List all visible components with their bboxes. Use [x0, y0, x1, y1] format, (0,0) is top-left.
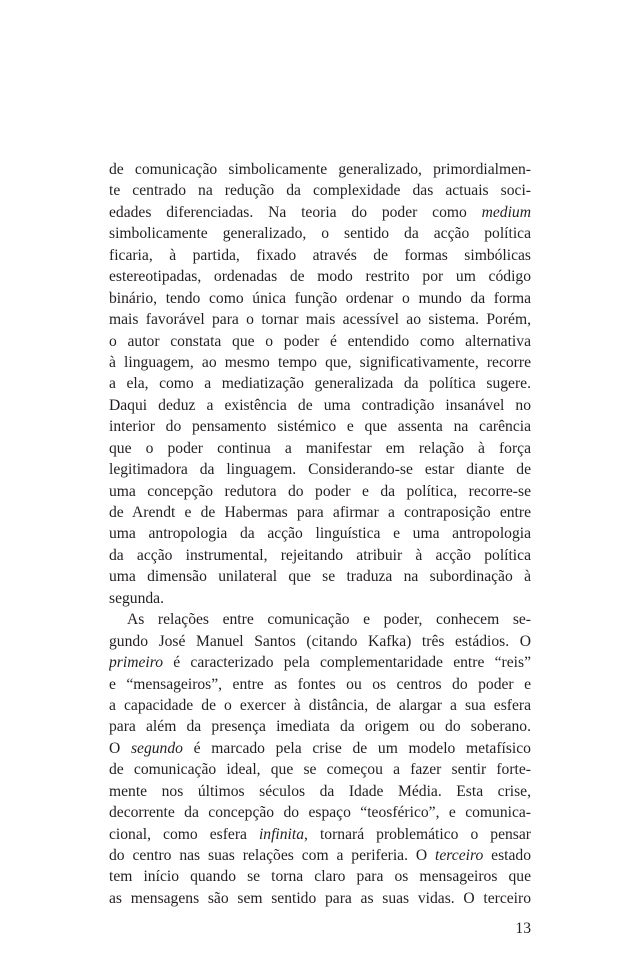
text-line: a capacidade de o exercer à distância, de alargar a sua esfera: [109, 696, 531, 714]
text-line: o autor constata que o poder é entendido como alternativa: [109, 332, 531, 350]
text-line: uma concepção redutora do poder e da política, recorre-se: [109, 482, 531, 500]
text-line: te centrado na redução da complexidade das actuais soci-: [109, 182, 531, 200]
text-line: mente nos últimos séculos da Idade Média. Esta crise,: [109, 782, 531, 800]
text-line: segunda.: [109, 589, 164, 607]
text-line: de comunicação ideal, que se começou a fazer sentir forte-: [109, 761, 531, 779]
text-line: Daqui deduz a existência de uma contradição insanável no: [109, 396, 531, 414]
text-line: decorrente da concepção do espaço “teosférico”, e comunica-: [109, 804, 531, 822]
text-line: uma dimensão unilateral que se traduza na subordinação à: [109, 568, 531, 586]
text-line: As relações entre comunicação e poder, conhecem se-: [127, 611, 531, 629]
text-line: de Arendt e de Habermas para afirmar a contraposição entre: [109, 504, 531, 521]
text-line: que o poder continua a manifestar em relação à força: [109, 439, 531, 457]
text-line: interior do pensamento sistémico e que assenta na carência: [109, 418, 531, 436]
text-line: simbolicamente generalizado, o sentido da acção política: [109, 225, 531, 243]
text-line: e “mensageiros”, entre as fontes ou os centros do poder e: [109, 675, 531, 693]
text-line: à linguagem, ao mesmo tempo que, significativamente, recorre: [109, 353, 531, 371]
text-line: a ela, como a mediatização generalizada da política sugere.: [109, 375, 531, 393]
text-line: estereotipadas, ordenadas de modo restrito por um código: [109, 268, 531, 286]
text-line: da acção instrumental, rejeitando atribuir à acção política: [109, 546, 531, 564]
text-line: primeiro é caracterizado pela complementaridade entre “reis”: [109, 654, 531, 672]
text-line: ficaria, à partida, fixado através de formas simbólicas: [109, 246, 531, 264]
text-line: edades diferenciadas. Na teoria do poder como medium: [109, 203, 531, 221]
text-line: uma antropologia da acção linguística e uma antropologia: [109, 525, 531, 543]
text-line: cional, como esfera infinita, tornará problemático o pensar: [109, 825, 531, 843]
text-line: do centro nas suas relações com a periferia. O terceiro estado: [109, 847, 531, 864]
body-text: [109, 159, 531, 909]
text-line: legitimadora da linguagem. Considerando-se estar diante de: [109, 461, 531, 479]
text-line: as mensagens são sem sentido para as suas vidas. O terceiro: [109, 889, 531, 907]
text-line: gundo José Manuel Santos (citando Kafka) três estádios. O: [109, 632, 531, 650]
text-line: para além da presença imediata da origem ou do soberano.: [109, 718, 531, 736]
text-line: mais favorável para o tornar mais acessível ao sistema. Porém,: [109, 311, 531, 329]
page-number: 13: [515, 920, 531, 937]
text-line: O segundo é marcado pela crise de um modelo metafísico: [109, 739, 531, 757]
text-line: de comunicação simbolicamente generalizado, primordialmen-: [109, 161, 531, 178]
text-line: tem início quando se torna claro para os mensageiros que: [109, 868, 531, 886]
text-line: binário, tendo como única função ordenar o mundo da forma: [109, 289, 531, 307]
